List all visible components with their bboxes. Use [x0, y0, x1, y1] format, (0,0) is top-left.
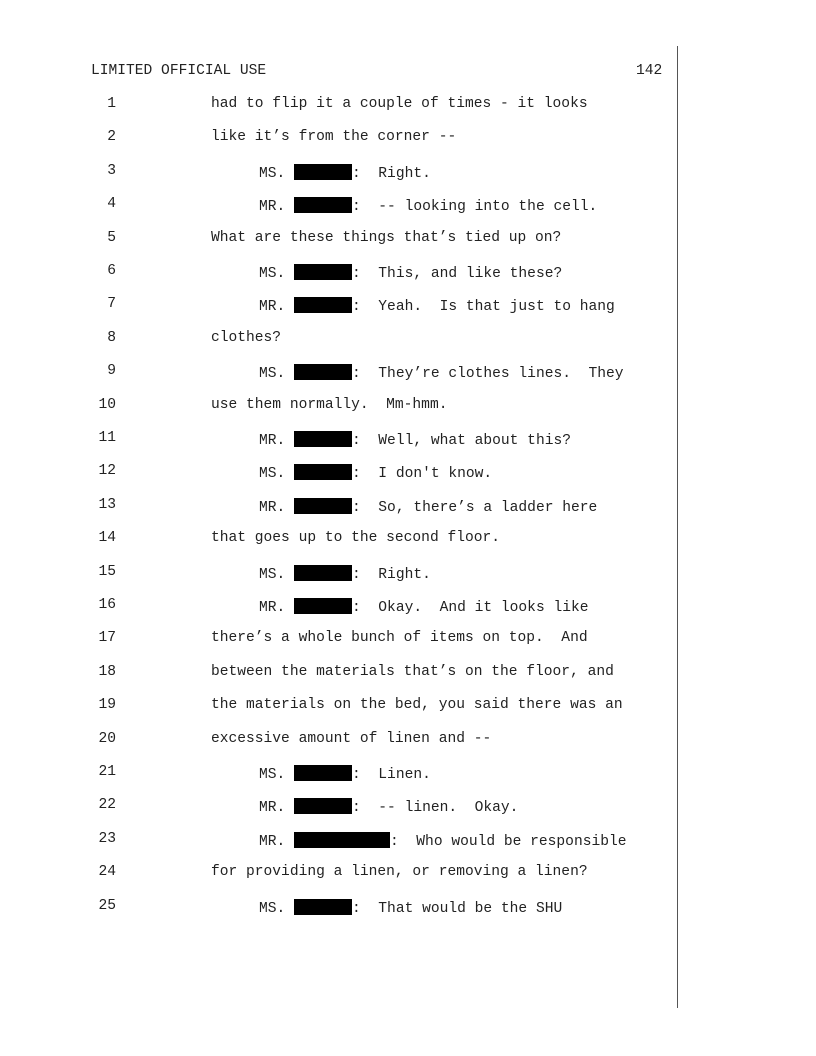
line-text	[259, 798, 518, 816]
line-text	[259, 297, 615, 315]
redaction-block	[294, 431, 352, 447]
line-content: there’s a whole bunch of items on top. And	[211, 630, 588, 647]
transcript-line	[0, 264, 680, 284]
transcript-line	[0, 531, 680, 551]
line-text	[259, 364, 624, 382]
line-number: 23	[98, 830, 116, 847]
line-number: 5	[107, 229, 116, 246]
line-number: 4	[107, 196, 116, 213]
line-text	[211, 631, 588, 646]
line-text	[259, 464, 492, 482]
line-number: 13	[98, 496, 116, 513]
line-number: 24	[98, 864, 116, 881]
transcript-line	[0, 130, 680, 150]
transcript-line	[0, 197, 680, 217]
line-number: 6	[107, 263, 116, 279]
redaction-block	[294, 197, 352, 213]
line-content: : Who would be responsible	[390, 833, 627, 850]
line-text	[211, 231, 561, 246]
redaction-block	[294, 164, 352, 180]
transcript-line	[0, 464, 680, 484]
redaction-block	[294, 899, 352, 915]
speaker-title: MR.	[259, 299, 295, 316]
line-content: : Right.	[352, 165, 431, 182]
speaker-title: MR.	[259, 499, 295, 516]
line-text	[259, 832, 627, 850]
line-text	[211, 531, 500, 546]
line-content: clothes?	[211, 329, 282, 346]
redaction-block	[294, 565, 352, 581]
line-text	[259, 264, 562, 282]
line-content: use them normally. Mm-hmm.	[211, 396, 448, 413]
line-content: : Well, what about this?	[352, 433, 571, 449]
line-content: : That would be the SHU	[352, 900, 563, 917]
line-text	[211, 698, 623, 713]
line-content: like it’s from the corner --	[211, 129, 457, 146]
speaker-title: MS.	[259, 566, 295, 583]
line-number: 14	[98, 530, 116, 547]
speaker-title: MS.	[259, 165, 295, 182]
redaction-block	[294, 364, 352, 380]
line-text	[211, 331, 281, 346]
transcript-line	[0, 364, 680, 384]
line-content: had to flip it a couple of times - it looks	[211, 96, 588, 112]
line-text	[259, 197, 597, 215]
redaction-block	[294, 498, 352, 514]
line-text	[259, 431, 571, 449]
speaker-title: MR.	[259, 833, 295, 850]
transcript-line	[0, 832, 680, 852]
transcript-line	[0, 665, 680, 685]
transcript-line	[0, 798, 680, 818]
line-text	[259, 899, 562, 917]
line-number: 2	[107, 129, 116, 146]
line-number: 12	[98, 463, 116, 480]
speaker-title: MS.	[259, 767, 295, 783]
speaker-title: MR.	[259, 433, 295, 449]
redaction-block	[294, 798, 352, 814]
transcript-line	[0, 865, 680, 885]
redaction-block	[294, 464, 352, 480]
line-content: : Yeah. Is that just to hang	[352, 299, 615, 316]
transcript-line	[0, 231, 680, 251]
transcript-line	[0, 498, 680, 518]
transcript-line	[0, 631, 680, 651]
line-number: 15	[98, 563, 116, 580]
line-number: 9	[107, 363, 116, 380]
transcript-line	[0, 164, 680, 184]
transcript-line	[0, 565, 680, 585]
line-text	[211, 865, 588, 880]
line-content: : Right.	[352, 566, 431, 583]
redaction-block	[294, 264, 352, 280]
line-number: 21	[98, 764, 116, 780]
transcript-line	[0, 698, 680, 718]
transcript-line	[0, 97, 680, 117]
line-content: : Linen.	[352, 767, 431, 783]
line-number: 25	[98, 897, 116, 914]
line-content: the materials on the bed, you said there was an	[211, 697, 623, 714]
line-number: 11	[98, 430, 116, 446]
line-content: excessive amount of linen and --	[211, 730, 492, 747]
transcript-line	[0, 331, 680, 351]
redaction-block	[294, 765, 352, 781]
line-number: 18	[98, 663, 116, 680]
line-number: 10	[98, 396, 116, 413]
line-content: What are these things that’s tied up on?	[211, 229, 562, 246]
line-number: 8	[107, 329, 116, 346]
transcript-line	[0, 598, 680, 618]
line-number: 19	[98, 697, 116, 714]
line-content: : -- linen. Okay.	[352, 800, 519, 817]
line-content: that goes up to the second floor.	[211, 530, 501, 547]
transcript-line	[0, 765, 680, 785]
transcript-line	[0, 732, 680, 752]
line-content: : -- looking into the cell.	[352, 199, 598, 216]
redaction-block	[294, 598, 352, 614]
line-content: : Okay. And it looks like	[352, 600, 589, 616]
transcript-line	[0, 398, 680, 418]
transcript-line	[0, 899, 680, 919]
line-content: : I don't know.	[352, 466, 493, 483]
transcript-line	[0, 431, 680, 451]
speaker-title: MS.	[259, 466, 295, 483]
line-number: 16	[98, 597, 116, 613]
transcript-line	[0, 297, 680, 317]
line-text	[259, 498, 597, 516]
line-text	[259, 164, 431, 182]
page-number: 142	[636, 63, 663, 79]
line-content: : They’re clothes lines. They	[352, 366, 624, 383]
redaction-block	[294, 832, 390, 848]
line-content: between the materials that’s on the floor, and	[211, 663, 614, 680]
speaker-title: MR.	[259, 600, 295, 616]
line-text	[259, 598, 589, 616]
speaker-title: MS.	[259, 900, 295, 917]
line-text	[259, 565, 431, 583]
speaker-title: MS.	[259, 366, 295, 383]
line-number: 20	[98, 730, 116, 747]
right-margin-rule	[677, 46, 678, 1008]
speaker-title: MR.	[259, 199, 295, 216]
line-text	[259, 765, 431, 783]
line-content: : So, there’s a ladder here	[352, 499, 598, 516]
classification-marking: LIMITED OFFICIAL USE	[91, 63, 267, 79]
line-text	[211, 97, 588, 112]
speaker-title: MS.	[259, 266, 295, 282]
line-text	[211, 398, 447, 413]
redaction-block	[294, 297, 352, 313]
line-text	[211, 130, 456, 145]
line-content: for providing a linen, or removing a linen?	[211, 864, 588, 881]
speaker-title: MR.	[259, 800, 295, 817]
line-content: : This, and like these?	[352, 266, 563, 282]
line-number: 7	[107, 296, 116, 313]
line-number: 3	[107, 162, 116, 179]
line-number: 17	[98, 630, 116, 647]
line-number: 22	[98, 797, 116, 814]
line-text	[211, 665, 614, 680]
line-text	[211, 732, 491, 747]
line-number: 1	[107, 96, 116, 112]
